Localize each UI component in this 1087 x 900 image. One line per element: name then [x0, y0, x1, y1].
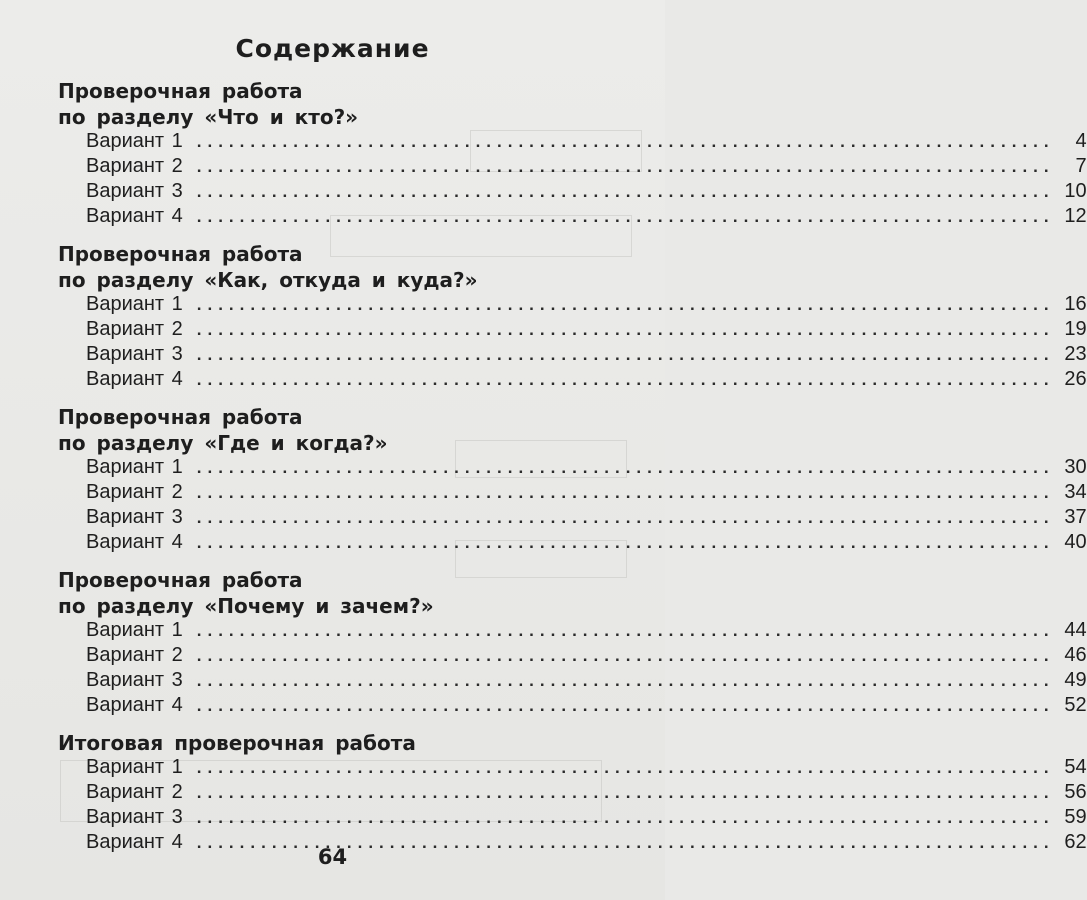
- toc-entry: [58, 806, 1087, 831]
- dot-leader: ................................................................................: [196, 458, 1055, 477]
- entry-label: Вариант 1: [86, 756, 183, 778]
- entry-page-number: 4: [1075, 130, 1087, 152]
- entry-label: Вариант 3: [86, 806, 183, 828]
- entry-label: Вариант 1: [86, 619, 183, 641]
- entry-page-number: 12: [1064, 205, 1087, 227]
- entry-page-number: 26: [1064, 368, 1087, 390]
- dot-leader: ................................................................................: [196, 833, 1055, 852]
- section-title-line: по разделу «Как, откуда и куда?»: [58, 268, 478, 292]
- entry-page-number: 16: [1064, 293, 1087, 315]
- section-title-line: по разделу «Почему и зачем?»: [58, 594, 434, 618]
- dot-leader: ................................................................................: [196, 157, 1055, 176]
- dot-leader: ................................................................................: [196, 758, 1055, 777]
- toc-entry: [58, 756, 1087, 781]
- toc-entry: [58, 205, 1087, 230]
- entry-label: Вариант 2: [86, 318, 183, 340]
- dot-leader: ................................................................................: [196, 483, 1055, 502]
- dot-leader: ................................................................................: [196, 783, 1055, 802]
- entry-label: Вариант 2: [86, 481, 183, 503]
- dot-leader: ................................................................................: [196, 808, 1055, 827]
- page-number: 64: [317, 845, 348, 869]
- section-title-line: по разделу «Что и кто?»: [58, 105, 359, 129]
- dot-leader: ................................................................................: [196, 370, 1055, 389]
- entry-label: Вариант 1: [86, 456, 183, 478]
- toc-entry: [58, 644, 1087, 669]
- toc-section: [58, 730, 1087, 856]
- dot-leader: ................................................................................: [196, 533, 1055, 552]
- dot-leader: ................................................................................: [196, 696, 1055, 715]
- entry-label: Вариант 3: [86, 669, 183, 691]
- toc-entry: [58, 318, 1087, 343]
- entry-label: Вариант 3: [86, 180, 183, 202]
- toc-entry: [58, 456, 1087, 481]
- entry-page-number: 23: [1064, 343, 1087, 365]
- entry-label: Вариант 3: [86, 506, 183, 528]
- dot-leader: ................................................................................: [196, 621, 1055, 640]
- entry-label: Вариант 2: [86, 781, 183, 803]
- section-title-line: Проверочная работа: [58, 242, 303, 266]
- entry-page-number: 7: [1075, 155, 1087, 177]
- section-title-line: Проверочная работа: [58, 568, 303, 592]
- entry-page-number: 44: [1064, 619, 1087, 641]
- toc-section: [58, 78, 1087, 230]
- entry-label: Вариант 2: [86, 644, 183, 666]
- entry-label: Вариант 2: [86, 155, 183, 177]
- entry-page-number: 30: [1064, 456, 1087, 478]
- entry-page-number: 34: [1064, 481, 1087, 503]
- toc-entry: [58, 506, 1087, 531]
- entry-label: Вариант 1: [86, 293, 183, 315]
- entry-page-number: 10: [1064, 180, 1087, 202]
- toc-entry: [58, 293, 1087, 318]
- dot-leader: ................................................................................: [196, 132, 1055, 151]
- entry-page-number: 37: [1064, 506, 1087, 528]
- entry-label: Вариант 4: [86, 368, 183, 390]
- toc-entry: [58, 694, 1087, 719]
- entry-page-number: 40: [1064, 531, 1087, 553]
- toc-entry: [58, 531, 1087, 556]
- entry-page-number: 62: [1064, 831, 1087, 853]
- section-title-line: Проверочная работа: [58, 79, 303, 103]
- dot-leader: ................................................................................: [196, 182, 1055, 201]
- entry-label: Вариант 4: [86, 831, 183, 853]
- entry-page-number: 59: [1064, 806, 1087, 828]
- dot-leader: ................................................................................: [196, 671, 1055, 690]
- dot-leader: ................................................................................: [196, 345, 1055, 364]
- entry-page-number: 52: [1064, 694, 1087, 716]
- entry-page-number: 49: [1064, 669, 1087, 691]
- toc-entry: [58, 481, 1087, 506]
- entry-page-number: 19: [1064, 318, 1087, 340]
- dot-leader: ................................................................................: [196, 646, 1055, 665]
- toc-entry: [58, 343, 1087, 368]
- toc-section: [58, 567, 1087, 719]
- dot-leader: ................................................................................: [196, 207, 1055, 226]
- dot-leader: ................................................................................: [196, 508, 1055, 527]
- entry-label: Вариант 3: [86, 343, 183, 365]
- toc-entry: [58, 669, 1087, 694]
- entry-label: Вариант 1: [86, 130, 183, 152]
- entry-label: Вариант 4: [86, 531, 183, 553]
- section-title-line: Итоговая проверочная работа: [58, 731, 416, 755]
- toc-entry: [58, 180, 1087, 205]
- section-title-line: Проверочная работа: [58, 405, 303, 429]
- entry-page-number: 54: [1064, 756, 1087, 778]
- toc-entry: [58, 155, 1087, 180]
- toc-entry: [58, 781, 1087, 806]
- dot-leader: ................................................................................: [196, 320, 1055, 339]
- section-title-line: по разделу «Где и когда?»: [58, 431, 388, 455]
- entry-label: Вариант 4: [86, 205, 183, 227]
- entry-page-number: 56: [1064, 781, 1087, 803]
- toc-section: [58, 404, 1087, 556]
- dot-leader: ................................................................................: [196, 295, 1055, 314]
- entry-page-number: 46: [1064, 644, 1087, 666]
- toc-entry: [58, 130, 1087, 155]
- toc-entry: [58, 619, 1087, 644]
- toc-entry: [58, 368, 1087, 393]
- table-of-contents: [58, 78, 1087, 867]
- page-title: Содержание: [235, 34, 430, 63]
- entry-label: Вариант 4: [86, 694, 183, 716]
- toc-section: [58, 241, 1087, 393]
